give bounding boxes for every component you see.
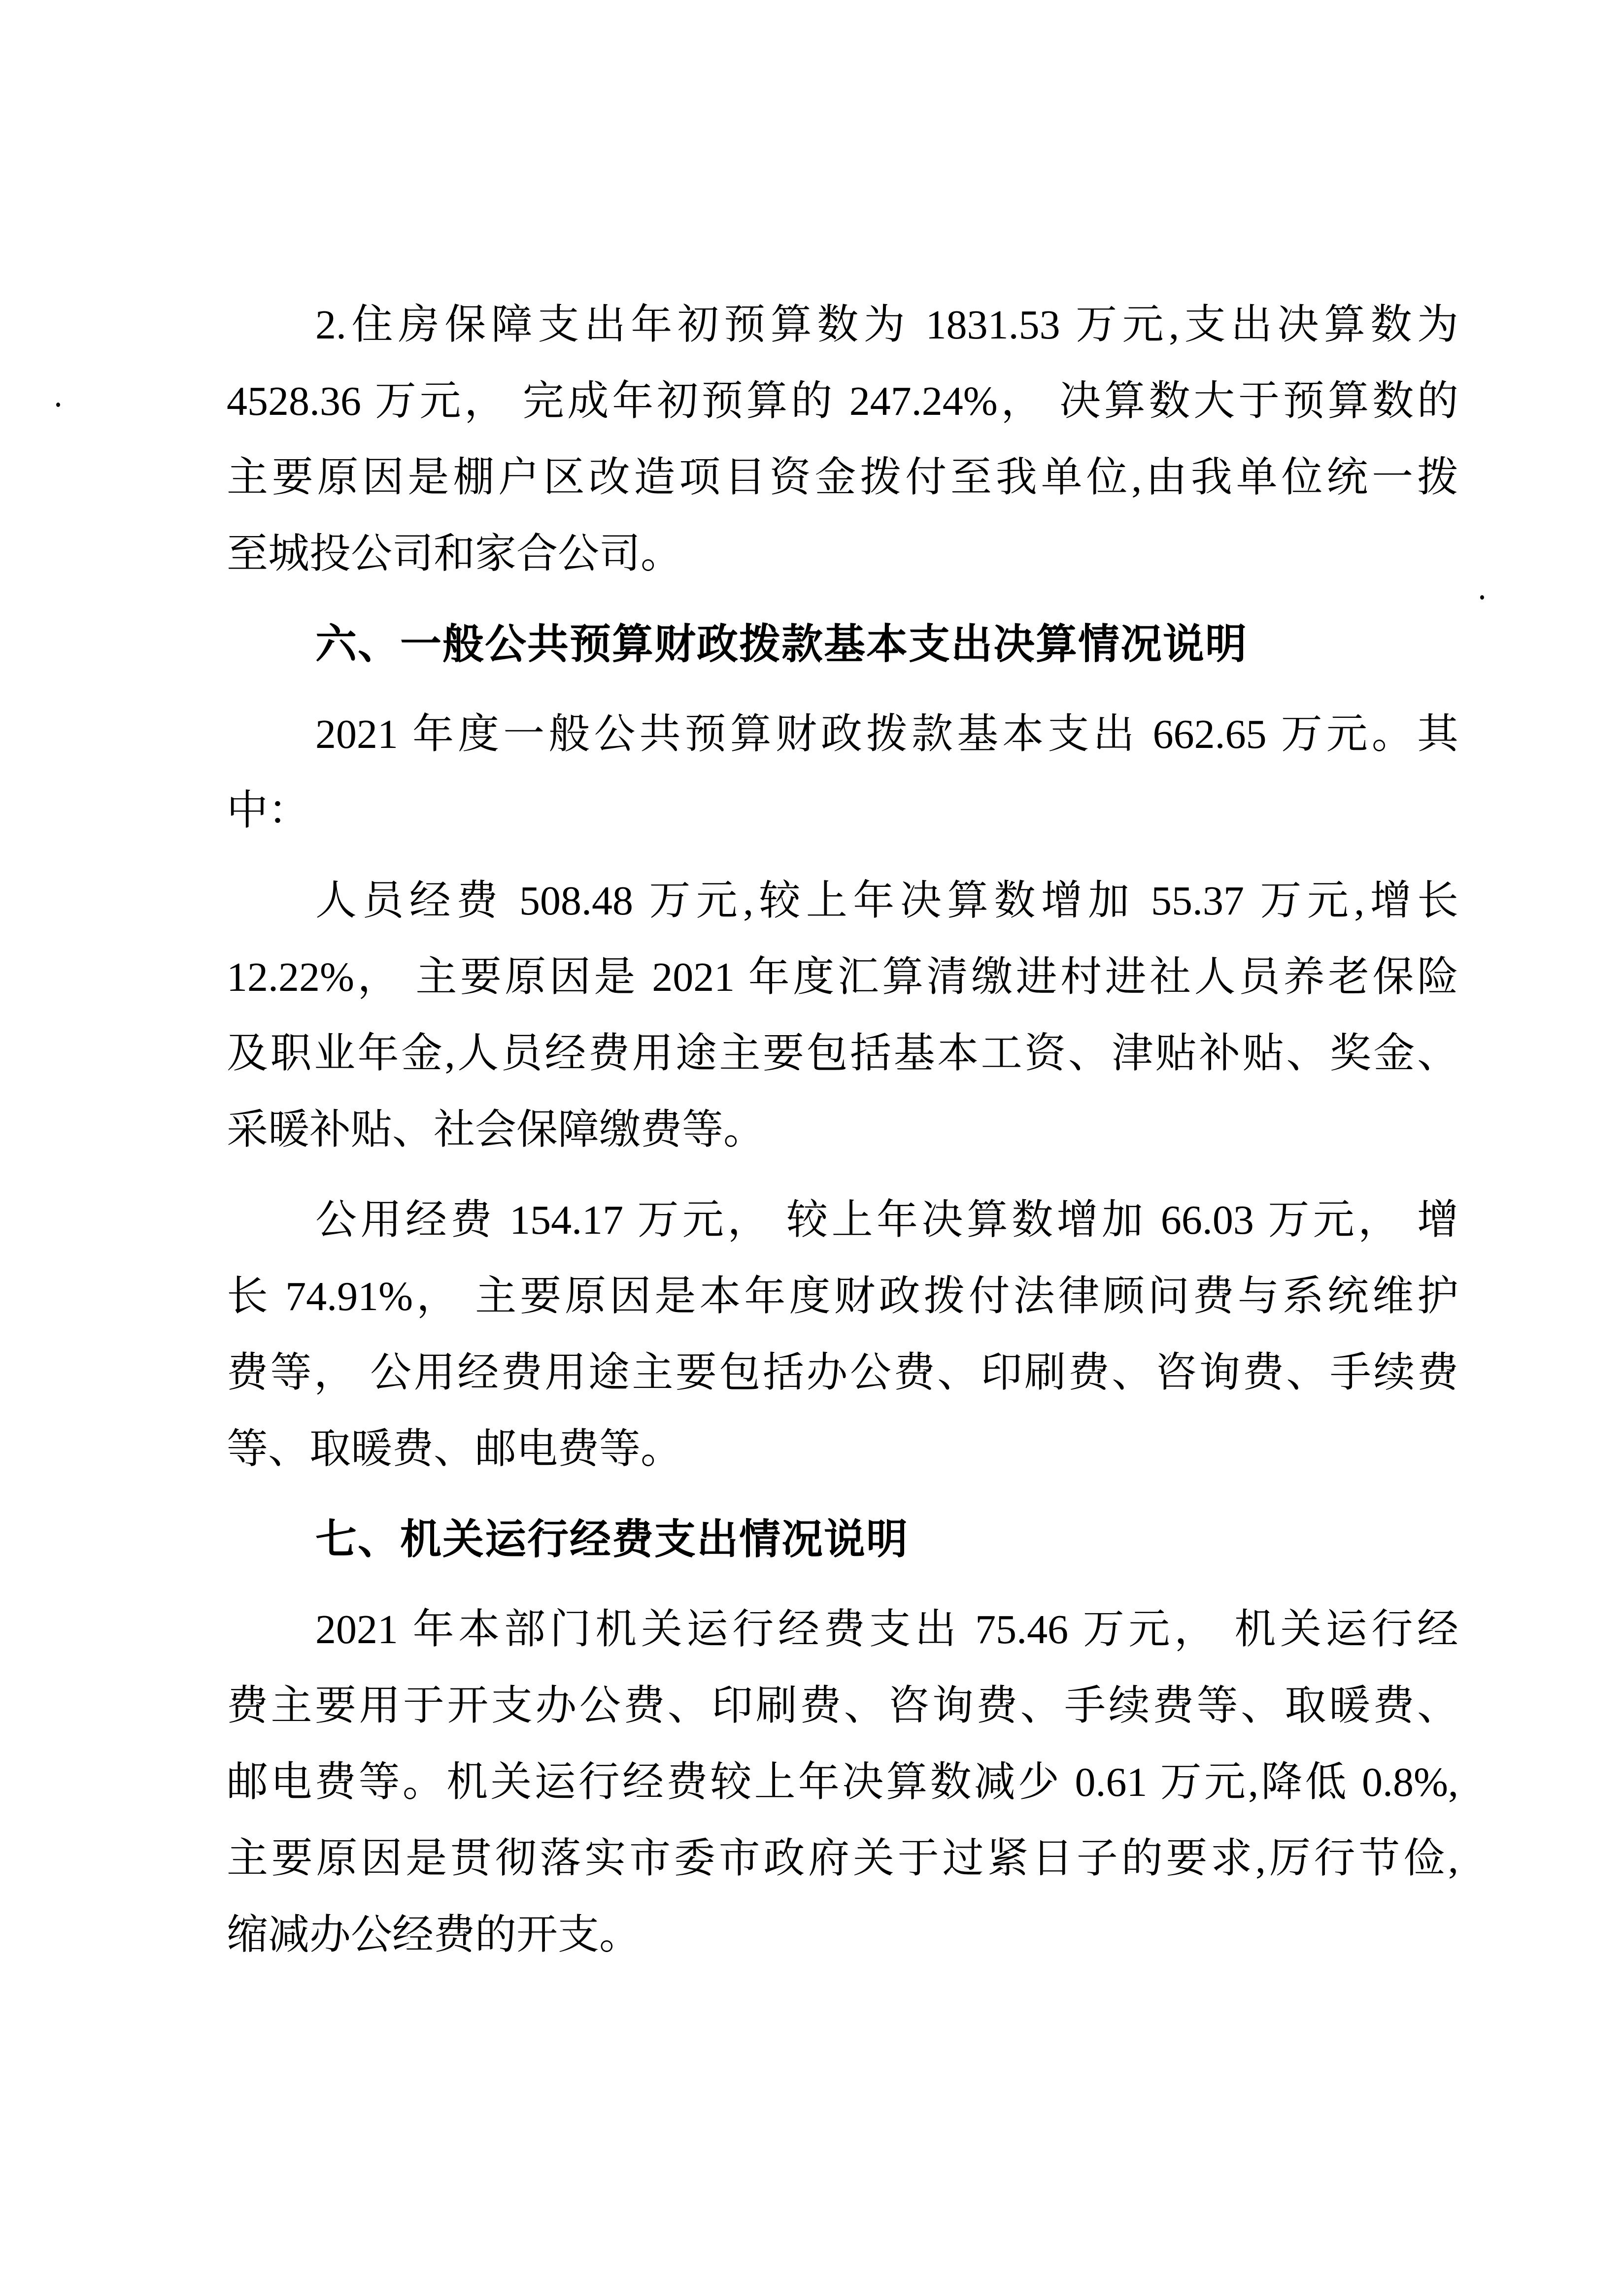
text-line: 中： [227,788,310,834]
text-line: 2021 年本部门机关运行经费支出 75.46 万元， 机关运行经 [315,1607,1458,1653]
paragraph-basic-expenditure-total [227,696,1458,849]
heading-line: 七、机关运行经费支出情况说明 [315,1516,909,1562]
text-line: 缩减办公经费的开支。 [227,1912,641,1958]
text-line: 至城投公司和家合公司。 [227,531,682,577]
heading-line: 六、一般公共预算财政拨款基本支出决算情况说明 [315,621,1248,667]
text-line: 费等， 公用经费用途主要包括办公费、印刷费、咨询费、手续费 [227,1350,1458,1396]
text-line: 主要原因是贯彻落实市委市政府关于过紧日子的要求,厉行节俭, [227,1836,1458,1882]
document-text-block [227,287,1458,1973]
section-heading-six [227,606,1458,682]
text-line: 4528.36 万元， 完成年初预算的 247.24%， 决算数大于预算数的 [227,378,1458,424]
paragraph-operating-funds [227,1591,1458,1973]
text-line: 公用经费 154.17 万元， 较上年决算数增加 66.03 万元， 增 [315,1197,1458,1243]
text-line: 2.住房保障支出年初预算数为 1831.53 万元,支出决算数为 [315,302,1458,348]
text-line: 2021 年度一般公共预算财政拨款基本支出 662.65 万元。其 [315,711,1458,757]
text-line: 邮电费等。机关运行经费较上年决算数减少 0.61 万元,降低 0.8%, [227,1759,1458,1805]
text-line: 人员经费 508.48 万元,较上年决算数增加 55.37 万元,增长 [315,878,1458,924]
text-line: 采暖补贴、社会保障缴费等。 [227,1107,765,1153]
text-line: 及职业年金,人员经费用途主要包括基本工资、津贴补贴、奖金、 [227,1031,1458,1077]
ink-speck [56,403,60,407]
text-line: 长 74.91%， 主要原因是本年度财政拨付法律顾问费与系统维护 [227,1274,1458,1319]
text-line: 费主要用于开支办公费、印刷费、咨询费、手续费等、取暖费、 [227,1683,1458,1729]
paragraph-personnel-funds [227,863,1458,1168]
text-line: 等、取暖费、邮电费等。 [227,1426,682,1472]
text-line: 12.22%， 主要原因是 2021 年度汇算清缴进村进社人员养老保险 [227,954,1458,1000]
section-heading-seven [227,1501,1458,1578]
ink-speck [1480,595,1484,600]
paragraph-housing-expenditure [227,287,1458,592]
text-line: 主要原因是棚户区改造项目资金拨付至我单位,由我单位统一拨 [227,455,1458,501]
paragraph-public-funds [227,1182,1458,1487]
